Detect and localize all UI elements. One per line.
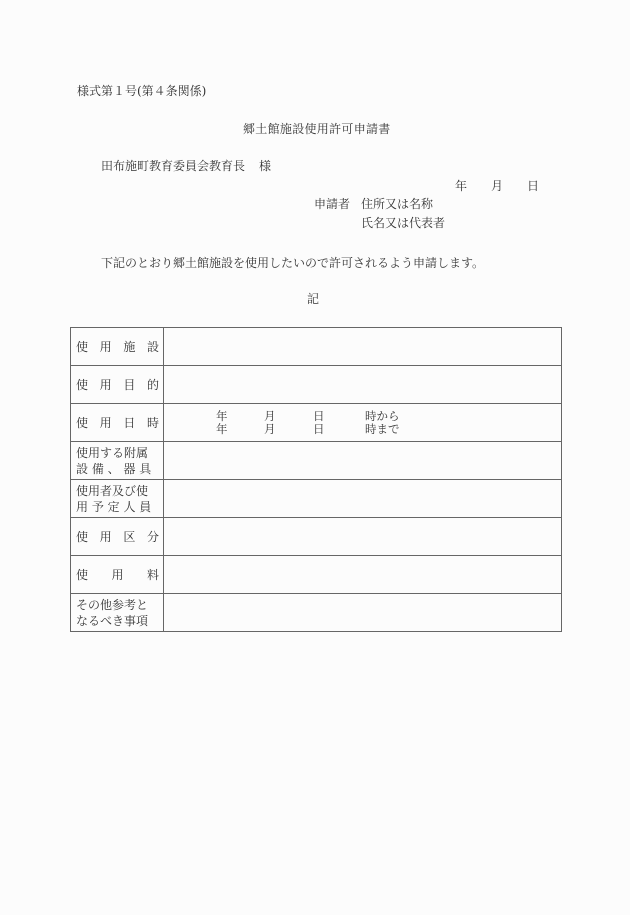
ki-heading: 記 bbox=[307, 292, 320, 306]
applicant-name-field[interactable]: 氏名又は代表者 bbox=[361, 216, 446, 230]
label-char: 区 bbox=[123, 529, 136, 544]
facility-field[interactable] bbox=[164, 328, 562, 366]
applicant-label: 申請者 bbox=[314, 197, 351, 211]
addressee-name: 田布施町教育委員会教育長 bbox=[101, 159, 246, 173]
to-year-label: 年 bbox=[216, 421, 228, 436]
label-line: 使用する附属 bbox=[76, 445, 149, 460]
label-char: 用 bbox=[99, 529, 112, 544]
table-row-equipment bbox=[71, 442, 562, 480]
purpose-field[interactable] bbox=[164, 366, 562, 404]
fee-label bbox=[71, 556, 164, 594]
label-char: 施 bbox=[123, 339, 136, 354]
label-char: 使 bbox=[76, 567, 89, 582]
to-time-label: 時まで bbox=[365, 421, 400, 436]
table-row-datetime bbox=[71, 404, 562, 442]
users-field[interactable] bbox=[164, 480, 562, 518]
label-char: 料 bbox=[146, 567, 159, 582]
label-line: その他参考と bbox=[76, 597, 149, 612]
table-row-users bbox=[71, 480, 562, 518]
label-char: 目 bbox=[123, 377, 136, 392]
notes-label bbox=[71, 594, 164, 632]
table-row-notes bbox=[71, 594, 562, 632]
label-char: 使 bbox=[76, 529, 89, 544]
request-statement: 下記のとおり郷土館施設を使用したいので許可されるよう申請します。 bbox=[101, 256, 485, 270]
users-label bbox=[71, 480, 164, 518]
label-char: 用 bbox=[99, 377, 112, 392]
from-month-label: 月 bbox=[264, 408, 276, 423]
label-line: なるべき事項 bbox=[76, 613, 149, 628]
label-char: 日 bbox=[123, 415, 136, 430]
form-number: 様式第１号(第４条関係) bbox=[77, 84, 207, 98]
datetime-field[interactable] bbox=[164, 404, 562, 442]
label-char: 用 bbox=[99, 339, 112, 354]
table-row-category bbox=[71, 518, 562, 556]
label-char: 使 bbox=[76, 415, 89, 430]
date-year-label: 年 bbox=[455, 179, 468, 193]
applicant-address-field[interactable]: 住所又は名称 bbox=[361, 197, 434, 211]
label-line: 用 予 定 人 員 bbox=[76, 499, 152, 514]
from-day-label: 日 bbox=[313, 408, 325, 423]
addressee-honorific: 様 bbox=[259, 159, 272, 173]
label-line: 設 備 、 器 具 bbox=[76, 461, 152, 476]
facility-label bbox=[71, 328, 164, 366]
label-char: 時 bbox=[146, 415, 159, 430]
purpose-label bbox=[71, 366, 164, 404]
label-char: 的 bbox=[146, 377, 159, 392]
category-field[interactable] bbox=[164, 518, 562, 556]
usage-details-table bbox=[70, 327, 562, 632]
label-char: 設 bbox=[146, 339, 159, 354]
label-line: 使用者及び使 bbox=[76, 483, 149, 498]
application-date[interactable] bbox=[455, 180, 539, 192]
table-row-purpose bbox=[71, 366, 562, 404]
fee-field[interactable] bbox=[164, 556, 562, 594]
category-label bbox=[71, 518, 164, 556]
to-day-label: 日 bbox=[313, 421, 325, 436]
label-char: 用 bbox=[111, 567, 124, 582]
label-char: 用 bbox=[99, 415, 112, 430]
from-time-label: 時から bbox=[365, 408, 400, 423]
label-char: 使 bbox=[76, 339, 89, 354]
addressee bbox=[101, 160, 271, 172]
document-title: 郷土館施設使用許可申請書 bbox=[243, 122, 391, 136]
date-month-label: 月 bbox=[491, 179, 504, 193]
datetime-label bbox=[71, 404, 164, 442]
from-year-label: 年 bbox=[216, 408, 228, 423]
notes-field[interactable] bbox=[164, 594, 562, 632]
to-month-label: 月 bbox=[264, 421, 276, 436]
table-row-fee bbox=[71, 556, 562, 594]
equipment-field[interactable] bbox=[164, 442, 562, 480]
date-day-label: 日 bbox=[527, 179, 540, 193]
equipment-label bbox=[71, 442, 164, 480]
label-char: 使 bbox=[76, 377, 89, 392]
table-row-facility bbox=[71, 328, 562, 366]
label-char: 分 bbox=[146, 529, 159, 544]
